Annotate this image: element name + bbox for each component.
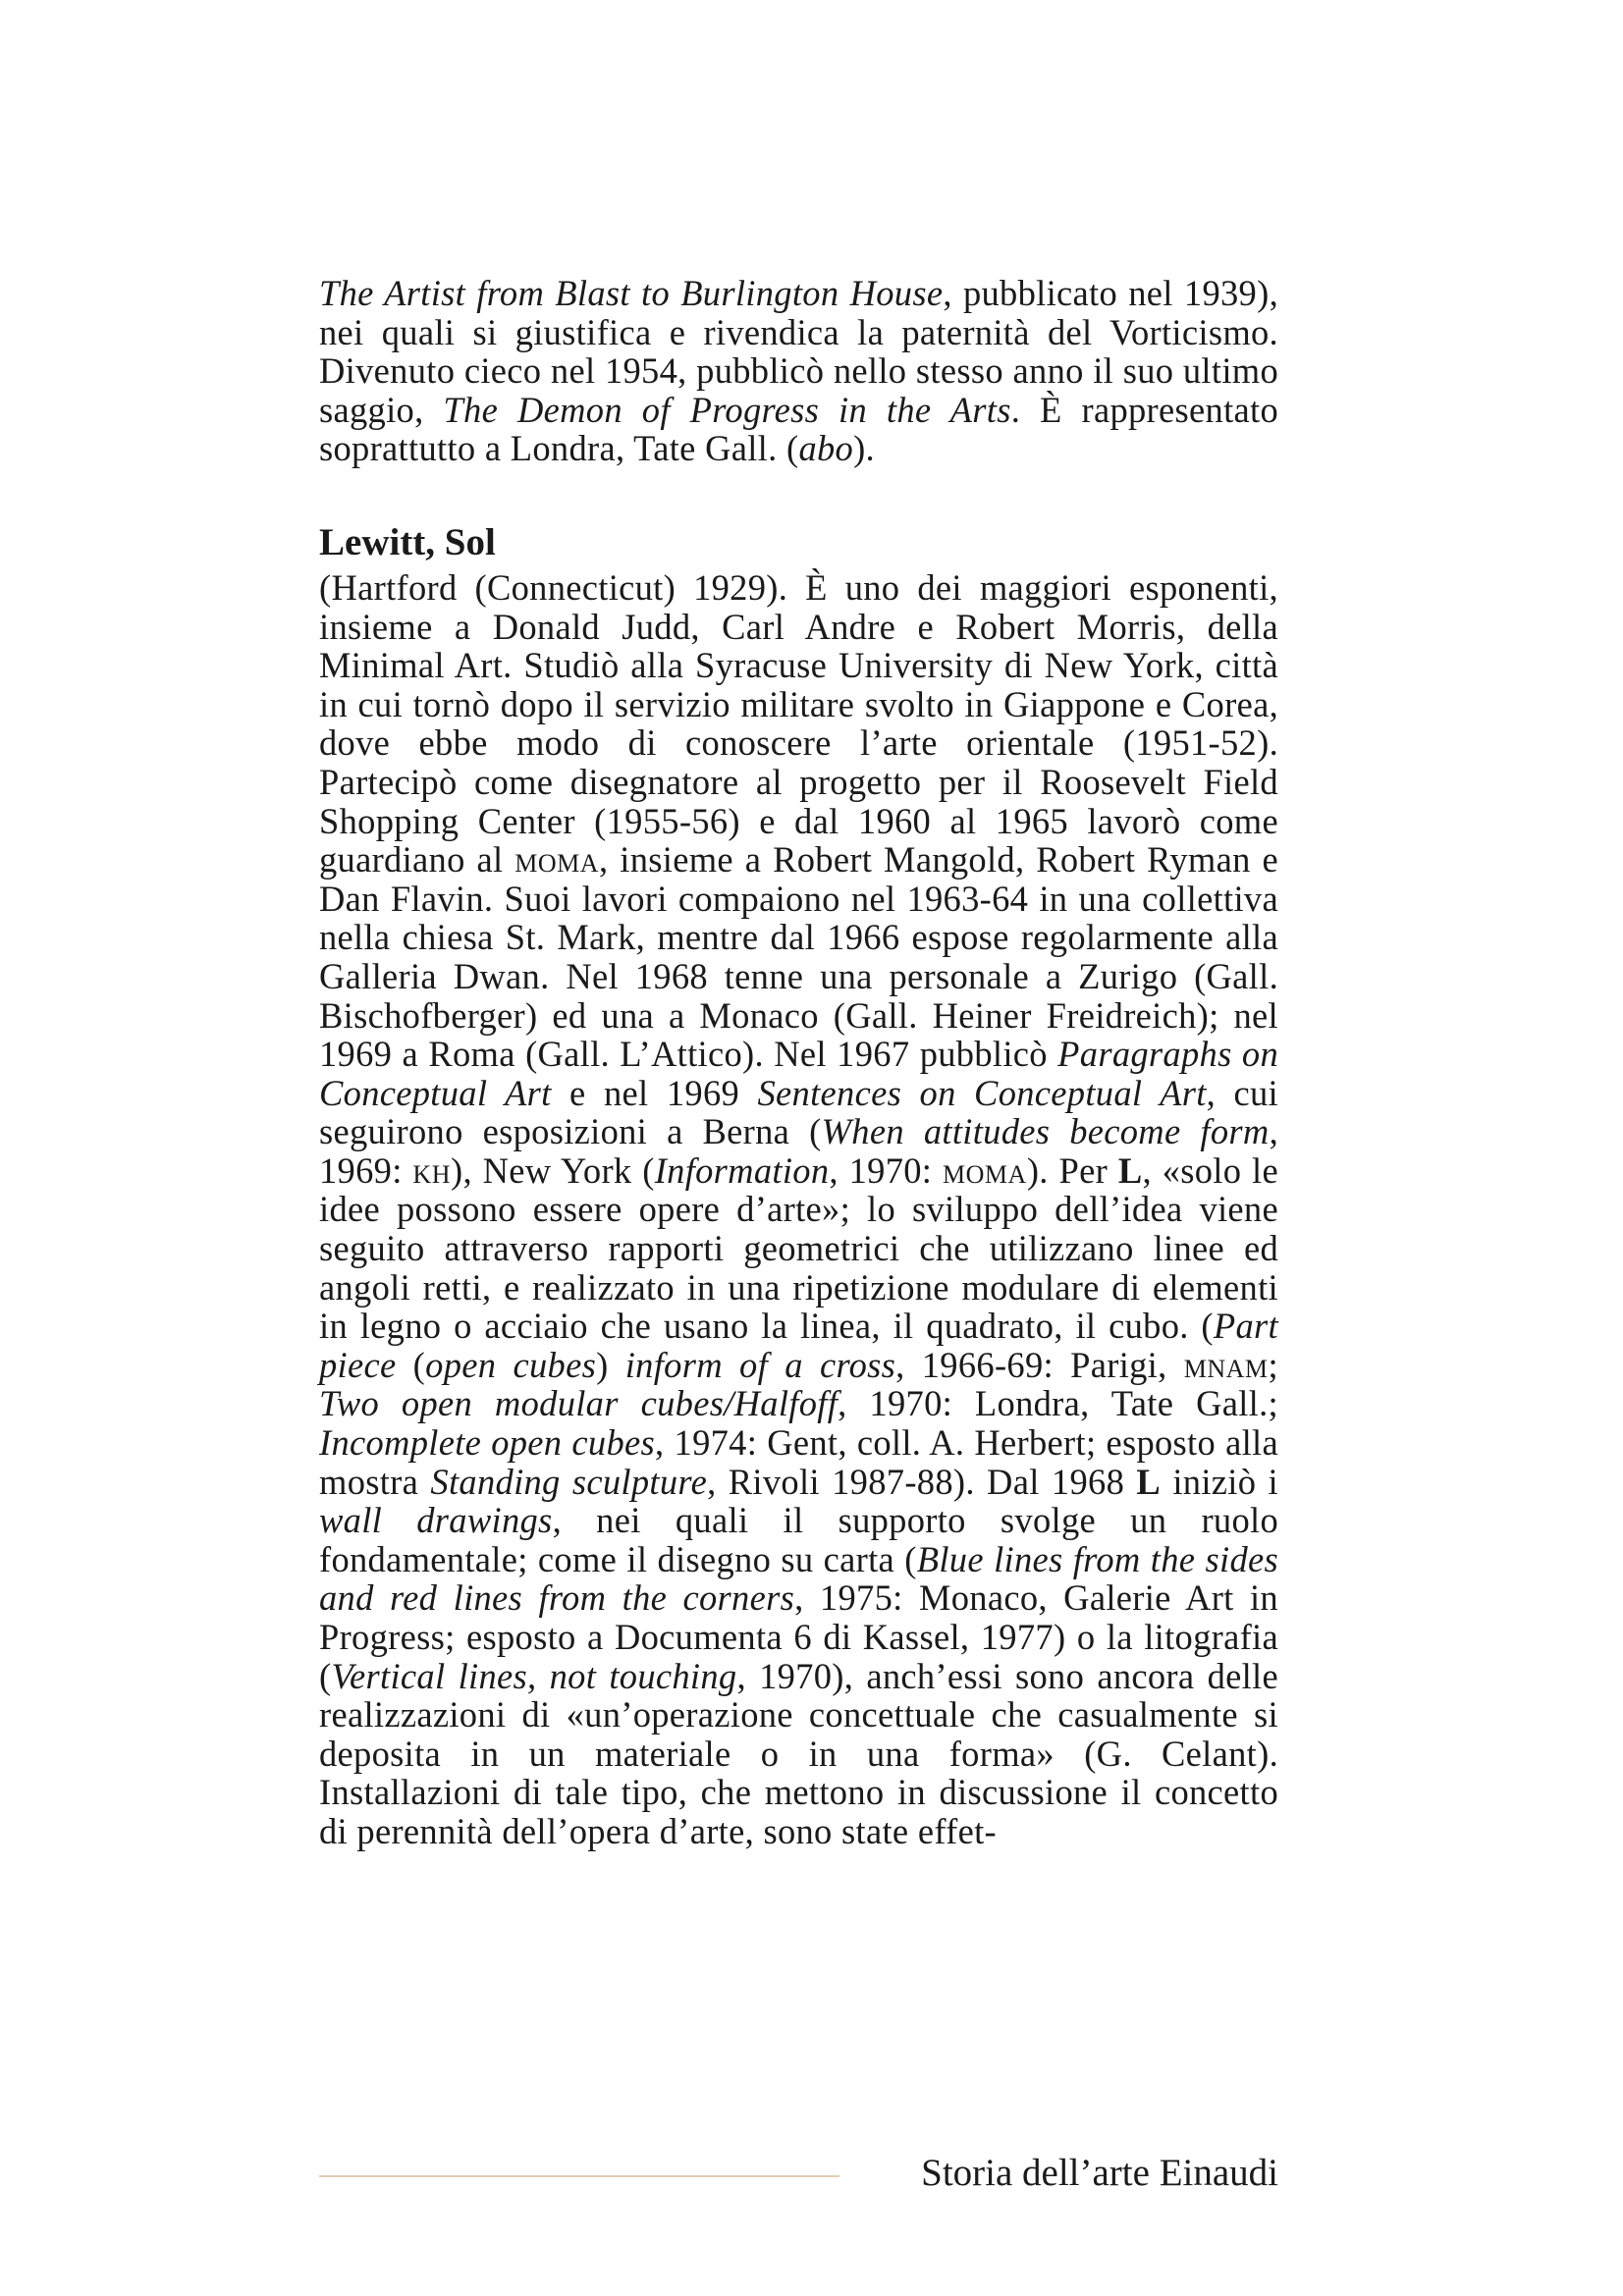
entry-body — [319, 568, 1278, 1851]
work-title: Two open modular cubes/Halfoff — [319, 1383, 839, 1424]
institution-abbr: moma — [943, 1149, 1027, 1191]
artist-initial: L — [1117, 1149, 1143, 1191]
work-title: open cubes — [425, 1344, 597, 1385]
text-run: , 1970: Londra, Tate Gall.; — [838, 1383, 1278, 1424]
text-run: , Rivoli 1987-88). Dal 1968 — [707, 1461, 1137, 1502]
footer-label: Storia dell’arte Einaudi — [921, 2152, 1278, 2194]
text-run: , 1970), anch’essi sono ancora delle realizzazioni di «un’operazione concettuale che casualmente si deposita in un materiale o in una forma» (G. Celant). Installazioni di tale tipo, che mettono in discussione il concetto di perennità dell’opera d’arte, sono state effet- — [319, 1655, 1278, 1851]
entry-title: Lewitt, Sol — [319, 520, 496, 563]
page-footer — [319, 2152, 1278, 2195]
text-run: . È rappresentato soprattutto a Londra, Tate Gall. ( — [319, 389, 1279, 469]
work-title: Incomplete open cubes — [319, 1422, 656, 1464]
text-run: (Hartford (Connecticut) 1929). È uno dei maggiori esponenti, insieme a Donald Judd, Carl Andre e Robert Morris, della Minimal Art. Studiò alla Syracuse University di New York, città in cui tornò dopo il servizio militare svolto in Giappone e Corea, dove ebbe modo di conoscere l’arte orientale (1951-52). Partecipò come disegnatore al progetto per il Roosevelt Field Shopping Center (1955-56) e dal 1960 al 1965 lavorò come guardiano al — [319, 566, 1278, 881]
artist-initial: L — [1136, 1461, 1162, 1502]
footer-divider — [319, 2175, 839, 2177]
exhibition-title: Information — [654, 1149, 830, 1191]
text-run: ). — [853, 428, 875, 469]
text-run: , 1970: — [829, 1149, 944, 1191]
text-run: , 1974: Gent, coll. A. Herbert; esposto alla mostra — [319, 1422, 1278, 1502]
work-title: Paragraphs on Conceptual Art — [319, 1034, 1279, 1113]
book-title: The Artist from Blast to Burlington House — [319, 273, 944, 313]
author-initials: abo — [798, 428, 854, 469]
book-title: The Demon of Progress in the Arts — [443, 389, 1011, 430]
institution-abbr: moma — [514, 839, 600, 881]
text-run: , nei quali il supporto svolge un ruolo fondamentale; come il disegno su carta ( — [319, 1500, 1278, 1579]
text-run: , pubblicato nel 1939), nei quali si giustifica e rivendica la paternità del Vorticismo. Divenuto cieco nel 1954, pubblicò nello stesso anno il suo ultimo saggio, — [319, 273, 1278, 430]
text-run: , 1975: Monaco, Galerie Art in Progress; esposto a Documenta 6 di Kassel, 1977) o la litografia ( — [319, 1577, 1278, 1696]
text-run: , 1966-69: Parigi, — [895, 1344, 1184, 1385]
work-title: wall drawings — [319, 1500, 553, 1541]
work-title: Blue lines from the sides and red lines from the corners — [319, 1538, 1278, 1619]
text-run: ) — [596, 1344, 625, 1385]
exhibition-title: Standing sculpture — [430, 1461, 708, 1502]
exhibition-title: When attitudes become form — [821, 1111, 1270, 1152]
text-run: ; — [1268, 1344, 1278, 1385]
text-run: , «solo le idee possono essere opere d’arte»; lo sviluppo dell’idea viene seguito attraverso rapporti geometrici che utilizzano linee ed angoli retti, e realizzato in una ripetizione modulare di elementi in legno o acciaio che usano la linea, il quadrato, il cubo. ( — [319, 1149, 1278, 1347]
institution-abbr: mnam — [1183, 1344, 1269, 1385]
text-run: e nel 1969 — [551, 1072, 758, 1113]
text-run: iniziò i — [1161, 1461, 1278, 1502]
text-run: , insieme a Robert Mangold, Robert Ryman e Dan Flavin. Suoi lavori compaiono nel 1963-64 in una collettiva nella chiesa St. Mark, mentre dal 1966 espose regolarmente alla Galleria Dwan. Nel 1968 tenne una personale a Zurigo (Gall. Bischofberger) ed una a Monaco (Gall. Heiner Freidreich); nel 1969 a Roma (Gall. L’Attico). Nel 1967 pubblicò — [319, 839, 1278, 1075]
text-run: ), New York ( — [450, 1149, 655, 1191]
intro-paragraph — [319, 274, 1278, 468]
page-content — [319, 274, 1278, 1851]
work-title: inform of a cross — [624, 1344, 896, 1385]
text-run: , cui seguirono esposizioni a Berna ( — [319, 1072, 1278, 1152]
text-run: ). Per — [1026, 1149, 1118, 1191]
text-run: , 1969: — [319, 1111, 1278, 1191]
work-title: Vertical lines, not touching — [331, 1655, 737, 1696]
institution-abbr: kh — [412, 1149, 451, 1191]
work-title: Sentences on Conceptual Art — [757, 1072, 1207, 1113]
text-run: ( — [396, 1344, 426, 1385]
work-title: Part piece — [319, 1306, 1278, 1385]
